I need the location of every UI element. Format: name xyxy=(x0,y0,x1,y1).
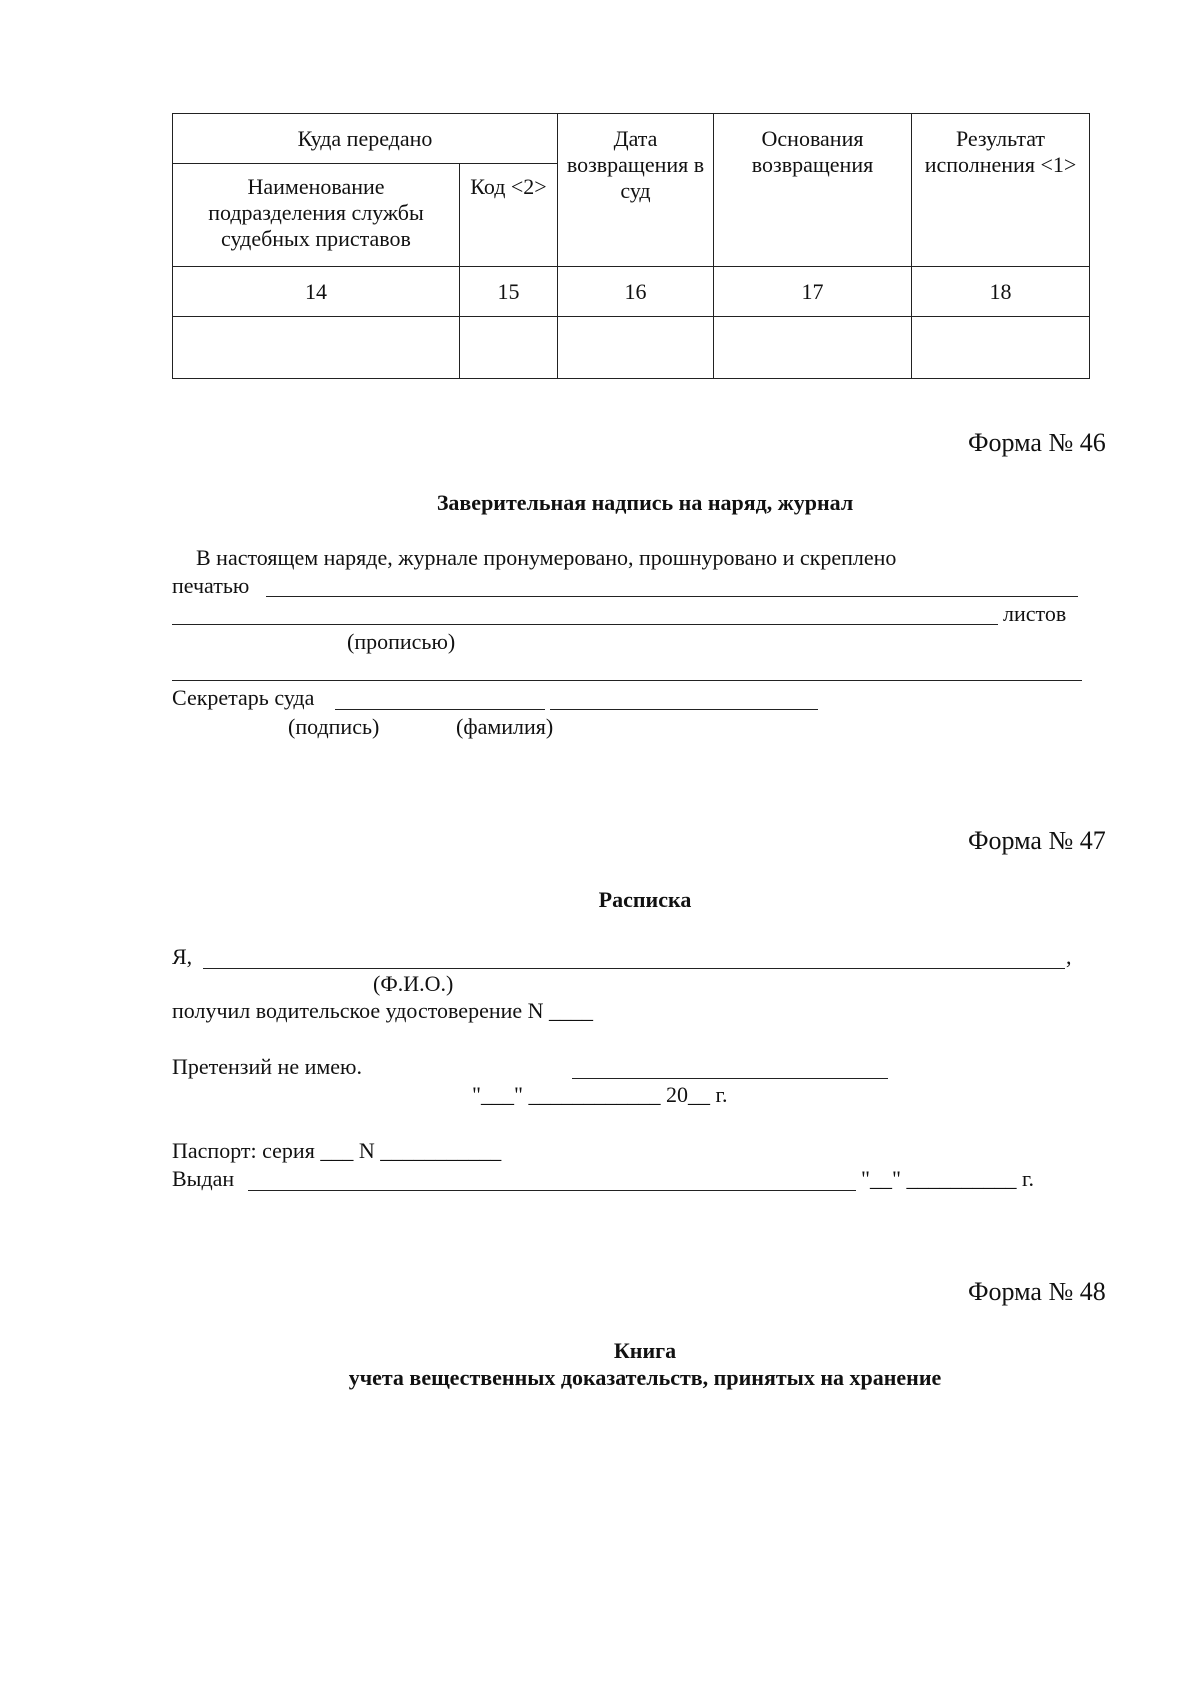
empty-cell xyxy=(173,317,460,379)
column-number: 15 xyxy=(460,267,558,317)
certification-text: В настоящем наряде, журнале пронумеровано, прошнуровано и скреплено xyxy=(196,545,897,570)
signature-hint: (подпись) xyxy=(288,714,380,739)
issued-date: "__" __________ г. xyxy=(861,1166,1035,1191)
no-claims-text: Претензий не имею. xyxy=(172,1054,362,1079)
form-46-title: Заверительная надпись на наряд, журнал xyxy=(436,490,854,515)
license-received-line: получил водительское удостоверение N ____ xyxy=(172,998,594,1023)
form-48-title: Книга xyxy=(613,1338,677,1363)
header-return-date: Дата возвращения в суд xyxy=(558,114,714,267)
empty-cell xyxy=(558,317,714,379)
form-46-number: Форма № 46 xyxy=(968,428,1106,457)
form-48-subtitle: учета вещественных доказательств, принятых на хранение xyxy=(348,1365,942,1390)
column-number: 14 xyxy=(173,267,460,317)
in-words-hint: (прописью) xyxy=(347,629,456,654)
sheets-label: листов xyxy=(1003,601,1067,626)
sheets-count-blank xyxy=(172,624,998,625)
issued-by-blank xyxy=(248,1190,856,1191)
form-47-title: Расписка xyxy=(598,887,692,912)
column-number: 17 xyxy=(714,267,912,317)
secretary-label: Секретарь суда xyxy=(172,685,315,710)
empty-cell xyxy=(714,317,912,379)
header-code: Код <2> xyxy=(460,164,558,267)
header-return-reason: Основания возвращения xyxy=(714,114,912,267)
seal-blank xyxy=(266,596,1078,597)
seal-label: печатью xyxy=(172,573,250,598)
surname-blank xyxy=(550,709,818,710)
header-transferred-to: Куда передано xyxy=(173,114,558,164)
fio-blank xyxy=(203,968,1065,969)
signature-blank xyxy=(335,709,545,710)
extra-blank-line xyxy=(172,680,1082,681)
fio-comma: , xyxy=(1066,944,1072,969)
header-unit-name: Наименование подразделения службы судебных приставов xyxy=(173,164,460,267)
form-48-number: Форма № 48 xyxy=(968,1277,1106,1306)
empty-cell xyxy=(912,317,1090,379)
receipt-date-line: "___" ____________ 20__ г. xyxy=(472,1082,728,1107)
column-number: 18 xyxy=(912,267,1090,317)
i-label: Я, xyxy=(172,944,193,969)
header-execution-result: Результат исполнения <1> xyxy=(912,114,1090,267)
empty-cell xyxy=(460,317,558,379)
surname-hint: (фамилия) xyxy=(456,714,554,739)
receipt-signature-blank xyxy=(572,1078,888,1079)
return-table xyxy=(172,113,1090,379)
form-47-number: Форма № 47 xyxy=(968,826,1106,855)
column-number: 16 xyxy=(558,267,714,317)
passport-line: Паспорт: серия ___ N ___________ xyxy=(172,1138,502,1163)
fio-hint: (Ф.И.О.) xyxy=(373,971,454,996)
issued-label: Выдан xyxy=(172,1166,235,1191)
